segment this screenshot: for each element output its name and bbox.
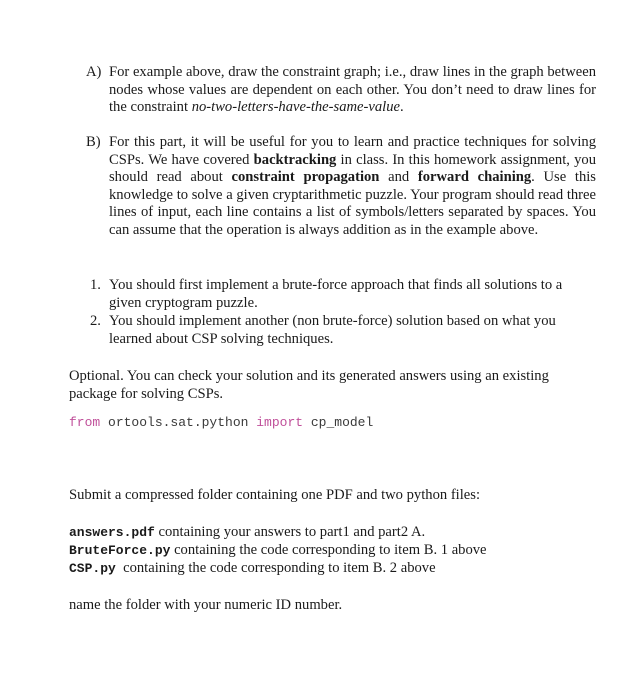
- part-a: [86, 64, 596, 117]
- submit-instruction: Submit a compressed folder containing one PDF and two python files:: [69, 487, 480, 503]
- term-forward-chaining: forward chaining: [417, 169, 532, 186]
- file-bruteforce: BruteForce.py containing the code corresponding to item B. 1 above: [69, 542, 487, 558]
- file-csp: CSP.py containing the code corresponding to item B. 2 above: [69, 560, 436, 576]
- folder-naming-note: name the folder with your numeric ID number.: [69, 597, 343, 613]
- file-name: CSP.py: [69, 561, 116, 576]
- part-b: [86, 134, 596, 240]
- part-b-label: B): [86, 134, 101, 150]
- term-backtracking: backtracking: [253, 151, 337, 168]
- part-b-text: For this part, it will be useful for you to learn and practice techniques for solving CSPs. We have covered backtracking in class. In this homework assignment, you should read about constraint propagation and forward chaining. Use this knowledge to solve a given cryptarithmetic puzzle. Your program should read three lines of input, each line contains a list of symbols/letters separated by spaces. You can assume that the operation is always addition as in the example above.: [109, 134, 596, 238]
- step-2: 2. You should implement another (non brute-force) solution based on what you learned about CSP solving techniques.: [90, 313, 595, 348]
- part-a-text: For example above, draw the constraint graph; i.e., draw lines in the graph between nodes whose values are dependent on each other. You don’t need to draw lines for the constraint no-two-letters-have-the-same-value.: [109, 64, 596, 116]
- file-name: BruteForce.py: [69, 543, 171, 558]
- code-snippet: from ortools.sat.python import cp_model: [69, 415, 374, 430]
- code-keyword-from: from: [69, 415, 101, 430]
- file-answers: answers.pdf containing your answers to part1 and part2 A.: [69, 524, 426, 540]
- step-1-text: You should first implement a brute-force approach that finds all solutions to a given cryptogram puzzle.: [109, 277, 563, 311]
- term-constraint-propagation: constraint propagation: [231, 169, 380, 186]
- step-1: 1. You should first implement a brute-force approach that finds all solutions to a given cryptogram puzzle.: [90, 277, 595, 312]
- code-keyword-import: import: [256, 415, 304, 430]
- optional-note: Optional. You can check your solution and its generated answers using an existing package for solving CSPs.: [69, 368, 549, 402]
- step-2-text: You should implement another (non brute-force) solution based on what you learned about CSP solving techniques.: [109, 313, 556, 347]
- file-name: answers.pdf: [69, 525, 155, 540]
- constraint-name: no-two-letters-have-the-same-value: [191, 99, 400, 116]
- part-a-label: A): [86, 64, 102, 80]
